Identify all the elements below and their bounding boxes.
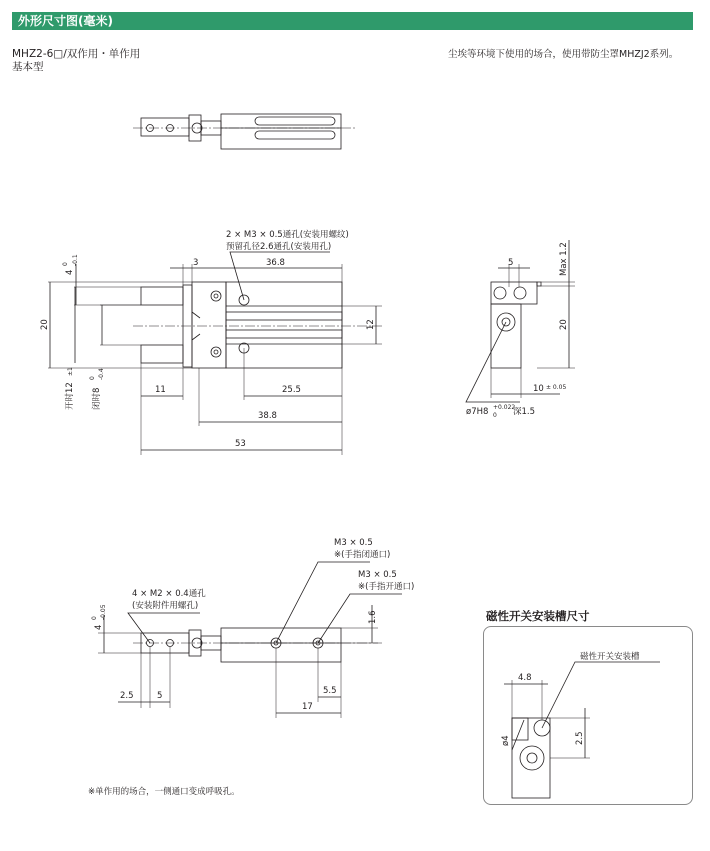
m2-note: (安装附件用螺孔) — [132, 601, 199, 611]
bore-label: ø7H8 — [466, 407, 489, 417]
dim-5-5: 5.5 — [323, 686, 337, 696]
dim-11: 11 — [155, 385, 166, 395]
close-8-tol-top: 0 — [89, 376, 96, 380]
dust-note: 尘埃等环境下使用的场合，使用带防尘罩MHZJ2系列。 — [448, 49, 679, 60]
dim-2-5: 2.5 — [120, 691, 134, 701]
port-1-note: ※(手指闭通口) — [334, 550, 391, 560]
slot-dim-2-5: 2.5 — [575, 731, 585, 745]
dim-1-6: 1.6 — [368, 610, 378, 624]
bore-tol-bottom: 0 — [493, 412, 497, 419]
slot-dim-4-8: 4.8 — [518, 673, 532, 683]
slot-dim-d4: ø4 — [501, 735, 511, 746]
close-8-tol-bottom: -0.4 — [98, 368, 105, 380]
dim-25-5: 25.5 — [282, 385, 301, 395]
bore-depth: 深1.5 — [513, 407, 536, 417]
port-2-thread: M3 × 0.5 — [358, 570, 397, 580]
side-dim-5: 5 — [508, 258, 514, 268]
bottom-dim-4: 4 — [94, 624, 104, 630]
single-action-note: ※单作用的场合，一侧通口变成呼吸孔。 — [88, 787, 240, 797]
dim-4: 4 — [65, 269, 75, 275]
bottom-dim-4-tol-bottom: -0.05 — [100, 604, 107, 620]
open-12-label: 开时12 — [65, 382, 75, 410]
dim-20: 20 — [40, 319, 50, 330]
slot-section-title: 磁性开关安装槽尺寸 — [486, 609, 590, 623]
bottom-dim-4-tol-top: 0 — [91, 616, 98, 620]
dim-4-tol-bottom: -0.1 — [72, 254, 79, 266]
dim-12: 12 — [366, 319, 376, 330]
dim-53: 53 — [235, 439, 246, 449]
dim-17: 17 — [302, 702, 313, 712]
side-dim-20: 20 — [559, 319, 569, 330]
model-title: MHZ2-6□/双作用・单作用 — [12, 48, 141, 60]
port-2-note: ※(手指开通口) — [358, 582, 415, 592]
front-view-drawing — [48, 252, 382, 455]
top-view-drawing — [133, 114, 355, 149]
side-dim-10: 10 — [533, 384, 544, 394]
side-dim-10-tol: ± 0.05 — [546, 384, 567, 391]
dim-4-tol-top: 0 — [62, 262, 69, 266]
m3-hole-note: 预留孔径2.6通孔(安装用孔) — [226, 242, 332, 252]
open-12-tol: ±1 — [67, 367, 74, 376]
dim-38-8: 38.8 — [258, 411, 277, 421]
slot-label: 磁性开关安装槽 — [580, 652, 640, 662]
m3-mount-note: 2 × M3 × 0.5通孔(安装用螺纹) — [226, 230, 349, 240]
m2-thread: 4 × M2 × 0.4通孔 — [132, 589, 206, 599]
dim-3: 3 — [193, 258, 199, 268]
bottom-view-drawing — [98, 562, 402, 718]
bore-tol-top: +0.022 — [493, 404, 516, 411]
dim-36-8: 36.8 — [266, 258, 285, 268]
port-1-thread: M3 × 0.5 — [334, 538, 373, 548]
side-dim-max: Max 1.2 — [559, 242, 569, 276]
dim-5: 5 — [157, 691, 163, 701]
model-subtitle: 基本型 — [12, 61, 44, 73]
section-title: 外形尺寸图(毫米) — [18, 14, 113, 28]
close-8-label: 闭时8 — [92, 387, 102, 410]
